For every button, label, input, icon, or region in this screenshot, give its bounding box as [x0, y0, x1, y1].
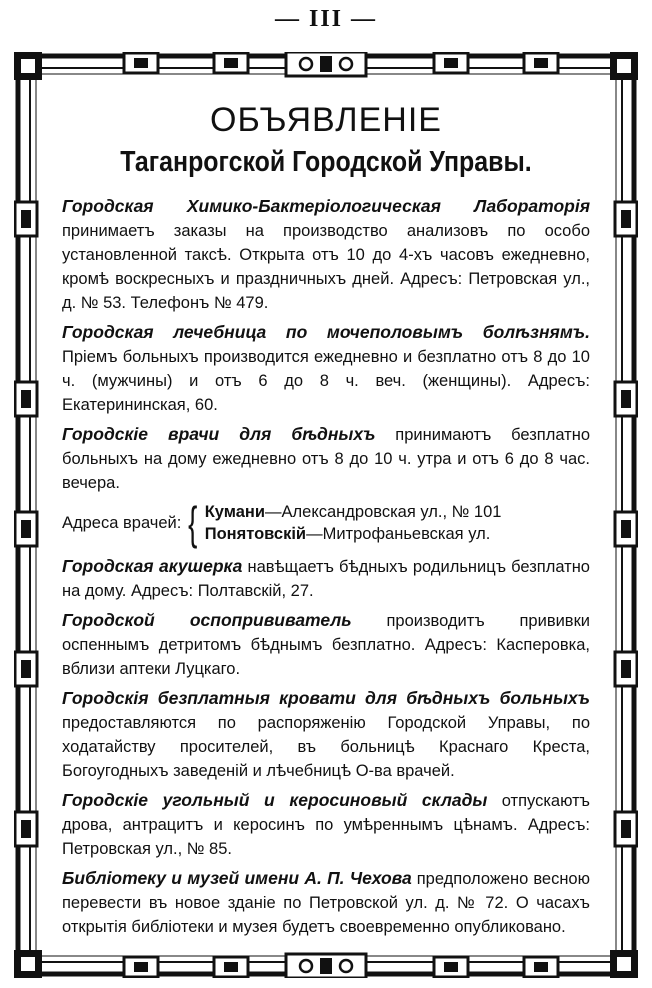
section-lead: Городская Химико-Бактеріологическая Лабораторія: [62, 196, 590, 216]
section-fuel-warehouses: [62, 788, 590, 861]
section-lead: Городская акушерка: [62, 556, 243, 576]
page-number: — III —: [274, 6, 378, 32]
right-side-ornament-core: [621, 390, 631, 408]
top-center-ornament: [286, 52, 366, 76]
section-free-beds: [62, 686, 590, 783]
section-body: отпускаютъ дрова, антрацитъ и керосинъ по умѣреннымъ цѣнамъ. Адресъ: Петровская ул., № 85.: [62, 792, 590, 858]
doctor-name: Кумани: [204, 503, 266, 521]
section-body: принимаютъ безплатно больныхъ на дому ежедневно отъ 8 до 10 ч. утра и отъ 6 до 8 час. вечера.: [62, 426, 590, 492]
right-side-ornament-core: [621, 660, 631, 678]
top-side-ornament-core: [134, 58, 148, 68]
doctor-address: —Александровская ул., № 101: [265, 503, 502, 521]
section-lead: Городская лечебница по мочеполовымъ болѣзнямъ.: [62, 322, 590, 342]
section-body: предположено весною перевести въ новое зданіе по Петровской ул. д. № 72. О часахъ открытія библіотеки и музея будетъ своевременно опубликовано.: [62, 870, 590, 936]
doctor-addresses: [62, 497, 590, 549]
section-chekhov-library: [62, 866, 590, 939]
section-lead: Городскіе угольный и керосиновый склады: [62, 790, 488, 810]
right-side-ornament-core: [621, 520, 631, 538]
section-laboratory: [62, 194, 590, 315]
doctor-entry: [205, 523, 502, 545]
section-doctors: [62, 422, 590, 495]
left-side-ornament-core: [21, 390, 31, 408]
brace-symbol: {: [188, 497, 198, 549]
section-lead: Городской оспопрививатель: [62, 610, 352, 630]
section-midwife: [62, 554, 590, 603]
right-side-ornament-core: [621, 210, 631, 228]
section-body: навѣщаетъ бѣдныхъ родильницъ безплатно на дому. Адресъ: Полтавскій, 27.: [62, 558, 590, 600]
doctor-address: —Митрофаньевская ул.: [306, 525, 491, 543]
section-body: производитъ прививки оспеннымъ детритомъ бѣднымъ безплатно. Адресъ: Касперовка, вблизи аптеки Луцкаго.: [62, 612, 590, 678]
section-body: предоставляются по распоряженію Городской Управы, по ходатайству просителей, въ больницѣ Краснаго Креста, Богоугодныхъ заведеній и лѣчебницѣ О-ва врачей.: [62, 714, 590, 780]
section-lead: Библіотеку и музей имени А. П. Чехова: [62, 868, 412, 888]
corner-inset-bottom-left: [21, 957, 35, 971]
doctor-addresses-label: Адреса врачей:: [62, 513, 182, 532]
doctor-entry: [205, 501, 502, 523]
section-clinic: [62, 320, 590, 417]
left-side-ornament-core: [21, 520, 31, 538]
corner-inset-bottom-right: [617, 957, 631, 971]
section-body: принимаетъ заказы на производство анализовъ по особо установленной таксѣ. Открыта отъ 10 до 4-хъ часовъ ежедневно, кромѣ воскресныхъ и праздничныхъ дней. Адресъ: Петровская ул., д. № 53. Телефонъ № 479.: [62, 222, 590, 312]
right-side-ornament-core: [621, 820, 631, 838]
left-side-ornament-core: [21, 660, 31, 678]
corner-inset-top-right: [617, 59, 631, 73]
notice-content: [62, 92, 590, 964]
section-vaccinator: [62, 608, 590, 681]
left-side-ornament-core: [21, 820, 31, 838]
section-body: Пріемъ больныхъ производится ежедневно и безплатно отъ 8 до 10 ч. (мужчины) и отъ 6 до 8 ч. веч. (женщины). Адресъ: Екатерининская, 60.: [62, 348, 590, 414]
corner-inset-top-left: [21, 59, 35, 73]
doctor-name: Понятовскій: [204, 525, 307, 543]
top-side-ornament-core: [444, 58, 458, 68]
section-lead: Городскія безплатныя кровати для бѣдныхъ больныхъ: [62, 688, 590, 708]
left-side-ornament-core: [21, 210, 31, 228]
notice-title: ОБЪЯВЛЕНІЕ: [210, 101, 442, 139]
top-side-ornament-core: [224, 58, 238, 68]
top-side-ornament-core: [534, 58, 548, 68]
section-lead: Городскіе врачи для бѣдныхъ: [62, 424, 376, 444]
notice-subtitle: Таганрогской Городской Управы.: [120, 146, 532, 178]
doctor-list: [205, 501, 502, 545]
